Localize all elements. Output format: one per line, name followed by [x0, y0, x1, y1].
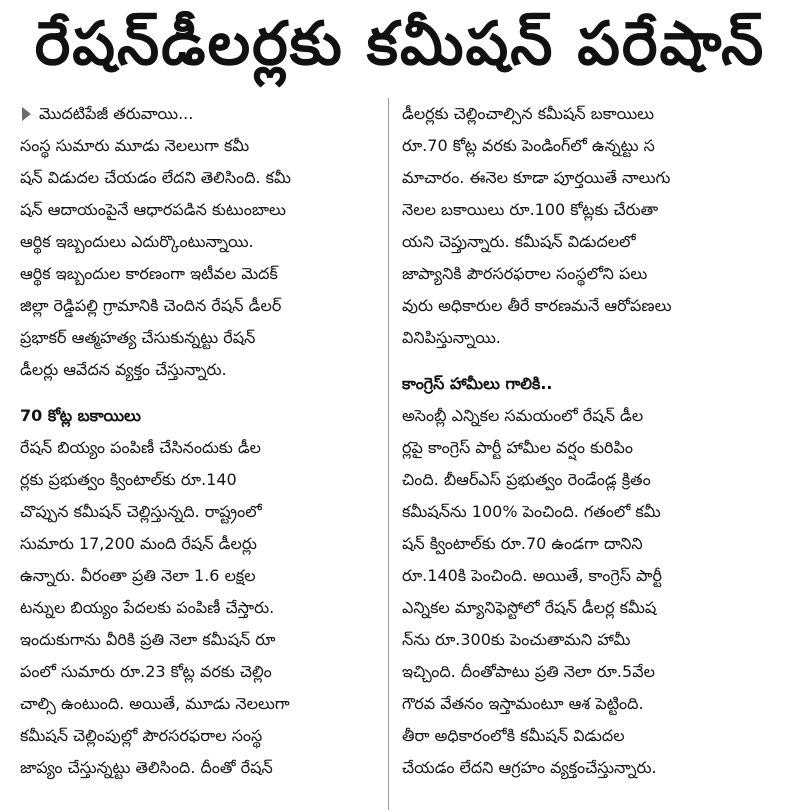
text-line: షన్ క్వింటాల్‌కు రూ.70 ఉండగా దానిని	[402, 534, 643, 553]
text-line: ఇందుకుగాను వీరికి ప్రతి నెలా కమీషన్ రూ	[20, 630, 276, 649]
text-line: గౌరవ వేతనం ఇస్తామంటూ ఆశ పెట్టింది.	[402, 694, 644, 713]
text-line: రేషన్ బియ్యం పంపిణీ చేసినందుకు డీల	[20, 438, 262, 457]
right-paragraph-1	[402, 98, 768, 354]
headline: రేషన్‌డీలర్లకు కమీషన్ పరేషాన్	[34, 9, 766, 79]
text-line: టన్నుల బియ్యం పేదలకు పంపిణీ చేస్తారు.	[20, 598, 275, 617]
text-line: జిల్లా రెడ్డిపల్లి గ్రామానికి చెందిన రేషన్ డీలర్	[20, 296, 282, 315]
right-column	[402, 98, 768, 784]
left-column	[20, 98, 380, 784]
continued-label: మొదటిపేజీ తరువాయి...	[39, 104, 194, 123]
text-line: పంలో సుమారు రూ.23 కోట్ల వరకు చెల్లిం	[20, 662, 272, 681]
text-line: ఆర్థిక ఇబ్బందుల కారణంగా ఇటీవల మెదక్	[20, 264, 278, 283]
text-line: ర్లపై కాంగ్రెస్ పార్టీ హామీల వర్షం కురిపిం	[402, 438, 633, 457]
column-divider	[388, 98, 389, 810]
text-line: ఇచ్చింది. దీంతోపాటు ప్రతి నెలా రూ.5వేల	[402, 662, 655, 681]
text-line: నెలల బకాయిలు రూ.100 కోట్లకు చేరుతా	[402, 200, 659, 219]
text-line: కమీషన్ చెల్లింపుల్లో పౌరసరఫరాల సంస్థ	[20, 726, 263, 745]
text-line: రూ.140కి పెంచింది. అయితే, కాంగ్రెస్ పార్టీ	[402, 566, 662, 585]
text-line: సుమారు 17,200 మంది రేషన్ డీలర్లు	[20, 534, 257, 553]
text-line: రూ.70 కోట్ల వరకు పెండింగ్‌లో ఉన్నట్టు స	[402, 136, 655, 155]
text-line: ప్రభాకర్ ఆత్మహత్య చేసుకున్నట్టు రేషన్	[20, 328, 256, 347]
text-line: ర్లకు ప్రభుత్వం క్వింటాల్‌కు రూ.140	[20, 470, 237, 489]
text-line: చేయడం లేదని ఆగ్రహం వ్యక్తంచేస్తున్నారు.	[402, 758, 657, 777]
text-line: షన్ విడుదల చేయడం లేదని తెలిసింది. కమీ	[20, 168, 291, 187]
text-line: ఆర్థిక ఇబ్బందులు ఎదుర్కొంటున్నాయి.	[20, 232, 254, 251]
text-line: సంస్థ సుమారు మూడు నెలలుగా కమీ	[20, 136, 250, 155]
text-line: అసెంబ్లీ ఎన్నికల సమయంలో రేషన్ డీల	[402, 406, 644, 425]
left-paragraph-2	[20, 432, 380, 784]
text-line: చొప్పున కమీషన్ చెల్లిస్తున్నది. రాష్ట్రంలో	[20, 502, 262, 521]
text-line: డీలర్లకు చెల్లించాల్సిన కమీషన్ బకాయిలు	[402, 104, 655, 123]
text-line: చింది. బీఆర్ఎస్ ప్రభుత్వం రెండేండ్ల క్రితం	[402, 470, 651, 489]
text-line: యని చెప్తున్నారు. కమీషన్ విడుదలలో	[402, 232, 636, 251]
subheading-70-crore-dues: 70 కోట్ల బకాయిలు	[20, 406, 141, 425]
continued-from-front-page	[20, 98, 380, 130]
text-line: వినిపిస్తున్నాయి.	[402, 328, 501, 347]
subheading-congress-promises: కాంగ్రెస్ హామీలు గాలికి..	[402, 374, 553, 393]
text-line: ఉన్నారు. వీరంతా ప్రతి నెలా 1.6 లక్షల	[20, 566, 256, 585]
text-line: జాప్యానికి పౌరసరఫరాల సంస్థలోని పలు	[402, 264, 648, 283]
text-line: ఎన్నికల మ్యానిఫెస్టోలో రేషన్ డీలర్ల కమీష	[402, 598, 657, 617]
left-paragraph-1	[20, 130, 380, 386]
text-line: వురు అధికారుల తీరే కారణమనే ఆరోపణలు	[402, 296, 672, 315]
text-line: తీరా అధికారంలోకి కమీషన్ విడుదల	[402, 726, 625, 745]
text-line: చాల్సి ఉంటుంది. అయితే, మూడు నెలలుగా	[20, 694, 290, 713]
text-line: జాప్యం చేస్తున్నట్టు తెలిసింది. దీంతో రేషన్	[20, 758, 273, 777]
text-line: డీలర్లు ఆవేదన వ్యక్తం చేస్తున్నారు.	[20, 360, 227, 379]
arrow-right-icon	[22, 107, 31, 121]
right-paragraph-2	[402, 400, 768, 784]
text-line: కమీషన్‌ను 100% పెంచింది. గతంలో కమీ	[402, 502, 661, 521]
text-line: షన్ ఆదాయంపైనే ఆధారపడిన కుటుంబాలు	[20, 200, 286, 219]
text-line: న్‌ను రూ.300కు పెంచుతామని హామీ	[402, 630, 631, 649]
text-line: మాచారం. ఈనెల కూడా పూర్తయితే నాలుగు	[402, 168, 671, 187]
